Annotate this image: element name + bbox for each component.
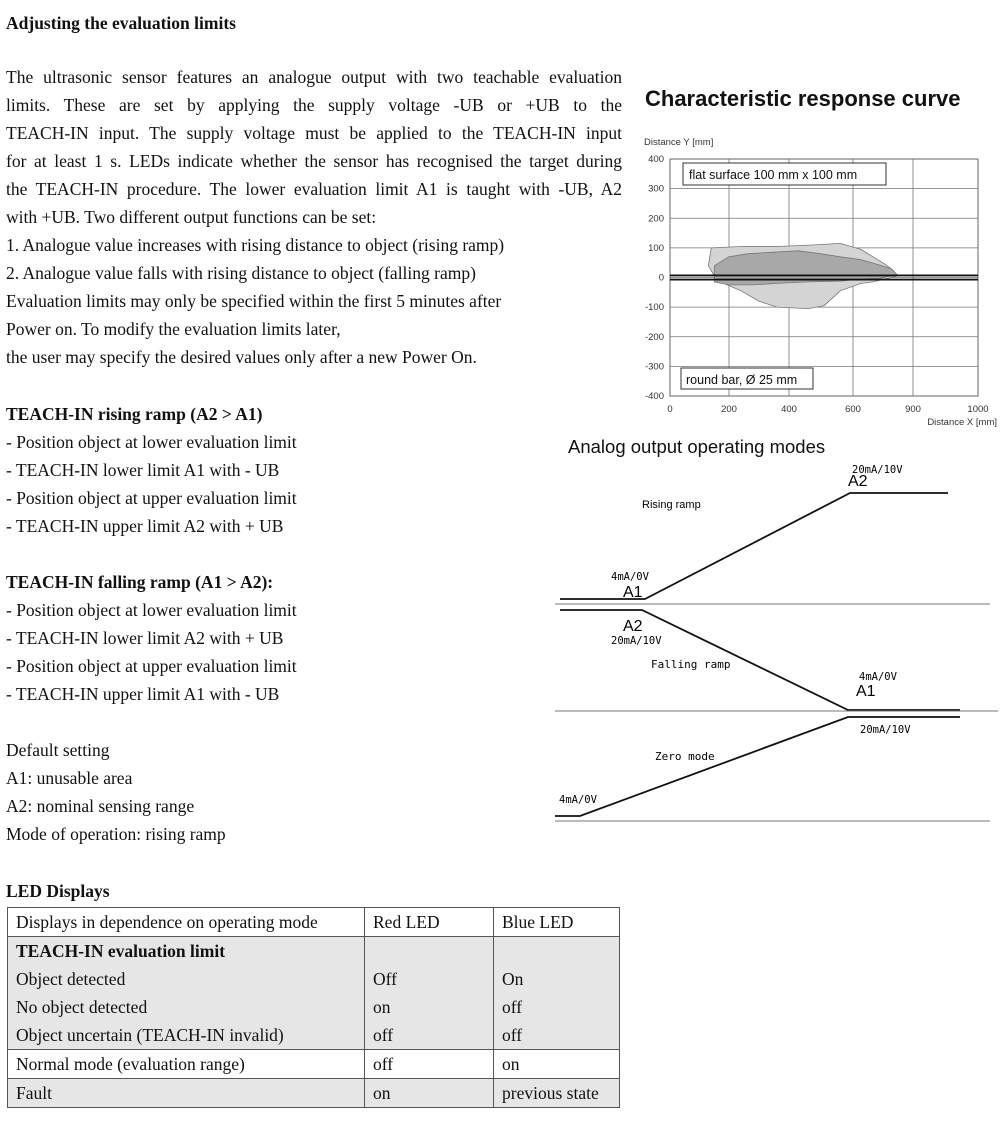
y-tick-label: 300: [648, 183, 664, 195]
falling-a2-label: A2: [623, 618, 643, 635]
falling-low-label: 4mA/0V: [859, 671, 897, 683]
table-cell: Fault: [8, 1079, 365, 1108]
table-cell: Object uncertain (TEACH-IN invalid): [8, 1021, 365, 1050]
table-cell: on: [494, 1050, 620, 1079]
y-tick-label: -100: [644, 302, 664, 314]
analog-modes-diagram: [550, 460, 1000, 830]
table-cell: off: [494, 1021, 620, 1050]
rising-low-label: 4mA/0V: [611, 571, 649, 583]
response-curve-chart: [640, 130, 1000, 430]
intro-line-6: with +UB. Two different output functions can be set:: [6, 207, 377, 227]
column-header: Displays in dependence on operating mode: [8, 908, 365, 937]
default-a2: A2: nominal sensing range: [6, 796, 195, 816]
table-cell: on: [365, 1079, 494, 1108]
group-label: TEACH-IN evaluation limit: [8, 937, 365, 966]
x-tick-label: 600: [845, 404, 861, 415]
table-cell: Off: [365, 965, 494, 993]
section-heading: Adjusting the evaluation limits: [6, 13, 236, 33]
limits-note-line-3: the user may specify the desired values only after a new Power On.: [6, 347, 477, 367]
falling-step-3: - Position object at upper evaluation limit: [6, 656, 297, 676]
y-tick-label: 100: [648, 242, 664, 254]
function-rising-line: 1. Analogue value increases with rising distance to object (rising ramp): [6, 235, 505, 255]
zero-high-label: 20mA/10V: [860, 724, 911, 736]
table-row: [8, 1021, 620, 1050]
table-group-row: [8, 937, 620, 966]
y-tick-label: 0: [658, 272, 664, 284]
rising-step-4: - TEACH-IN upper limit A2 with + UB: [6, 516, 284, 536]
table-cell: No object detected: [8, 993, 365, 1021]
table-cell: off: [494, 993, 620, 1021]
x-tick-label: 0: [667, 404, 673, 415]
x-tick-label: 200: [721, 404, 737, 415]
y-axis-label: Distance Y [mm]: [644, 137, 714, 148]
rising-step-3: - Position object at upper evaluation limit: [6, 488, 297, 508]
table-row: [8, 993, 620, 1021]
falling-heading: TEACH-IN falling ramp (A1 > A2):: [6, 572, 274, 592]
falling-step-4: - TEACH-IN upper limit A1 with - UB: [6, 684, 280, 704]
table-row: [8, 965, 620, 993]
y-tick-label: -400: [644, 391, 664, 402]
x-tick-label: 1000: [967, 404, 989, 415]
falling-step-1: - Position object at lower evaluation limit: [6, 600, 297, 620]
y-tick-label: 400: [648, 154, 664, 165]
rising-a2-label: A2: [848, 473, 868, 490]
x-tick-label: 400: [781, 404, 797, 415]
y-tick-label: 200: [648, 213, 664, 225]
rising-ramp-line: [560, 493, 948, 599]
x-axis-label: Distance X [mm]: [927, 417, 997, 428]
table-header-row: [8, 908, 620, 937]
default-heading: Default setting: [6, 740, 110, 760]
led-heading: LED Displays: [6, 881, 110, 901]
rising-step-2: - TEACH-IN lower limit A1 with - UB: [6, 460, 280, 480]
annotation-round-bar: round bar, Ø 25 mm: [686, 373, 798, 387]
table-cell: Object detected: [8, 965, 365, 993]
x-tick-label: 900: [905, 404, 921, 415]
rising-step-1: - Position object at lower evaluation limit: [6, 432, 297, 452]
table-cell: off: [365, 1050, 494, 1079]
table-row: [8, 1079, 620, 1108]
led-table: [7, 907, 620, 1108]
column-header: Blue LED: [494, 908, 620, 937]
table-cell: on: [365, 993, 494, 1021]
table-row: [8, 1050, 620, 1079]
column-header: Red LED: [365, 908, 494, 937]
table-cell: Normal mode (evaluation range): [8, 1050, 365, 1079]
limits-note-line-2: Power on. To modify the evaluation limits later,: [6, 319, 341, 339]
falling-a1-label: A1: [856, 683, 876, 700]
table-cell: On: [494, 965, 620, 993]
function-falling-line: 2. Analogue value falls with rising distance to object (falling ramp): [6, 263, 476, 283]
chart-title: Characteristic response curve: [645, 86, 961, 111]
intro-line-2: limits. These are set by applying the supply voltage -UB or +UB to the: [6, 95, 622, 115]
intro-line-4: for at least 1 s. LEDs indicate whether the sensor has recognised the target during: [6, 151, 622, 171]
rising-heading: TEACH-IN rising ramp (A2 > A1): [6, 404, 263, 424]
intro-line-5: the TEACH-IN procedure. The lower evaluation limit A1 is taught with -UB, A2: [6, 179, 622, 199]
falling-high-label: 20mA/10V: [611, 635, 662, 647]
analog-modes-title: Analog output operating modes: [568, 436, 826, 457]
falling-step-2: - TEACH-IN lower limit A2 with + UB: [6, 628, 284, 648]
intro-line-3: TEACH-IN input. The supply voltage must be applied to the TEACH-IN input: [6, 123, 622, 143]
falling-ramp-line: [560, 610, 960, 710]
annotation-flat-surface: flat surface 100 mm x 100 mm: [689, 168, 858, 182]
default-a1: A1: unusable area: [6, 768, 133, 788]
limits-note-line-1: Evaluation limits may only be specified within the first 5 minutes after: [6, 291, 502, 311]
rising-a1-label: A1: [623, 584, 643, 601]
zero-low-label: 4mA/0V: [559, 794, 597, 806]
zero-mode-label: Zero mode: [655, 750, 715, 763]
falling-ramp-label: Falling ramp: [651, 658, 731, 671]
y-tick-label: -300: [644, 361, 664, 373]
table-cell: previous state: [494, 1079, 620, 1108]
default-mode: Mode of operation: rising ramp: [6, 824, 226, 844]
y-tick-label: -200: [644, 331, 664, 343]
intro-line-1: The ultrasonic sensor features an analogue output with two teachable evaluation: [6, 67, 622, 87]
rising-ramp-label: Rising ramp: [642, 499, 701, 511]
rising-high-label: 20mA/10V: [852, 464, 903, 476]
table-cell: off: [365, 1021, 494, 1050]
